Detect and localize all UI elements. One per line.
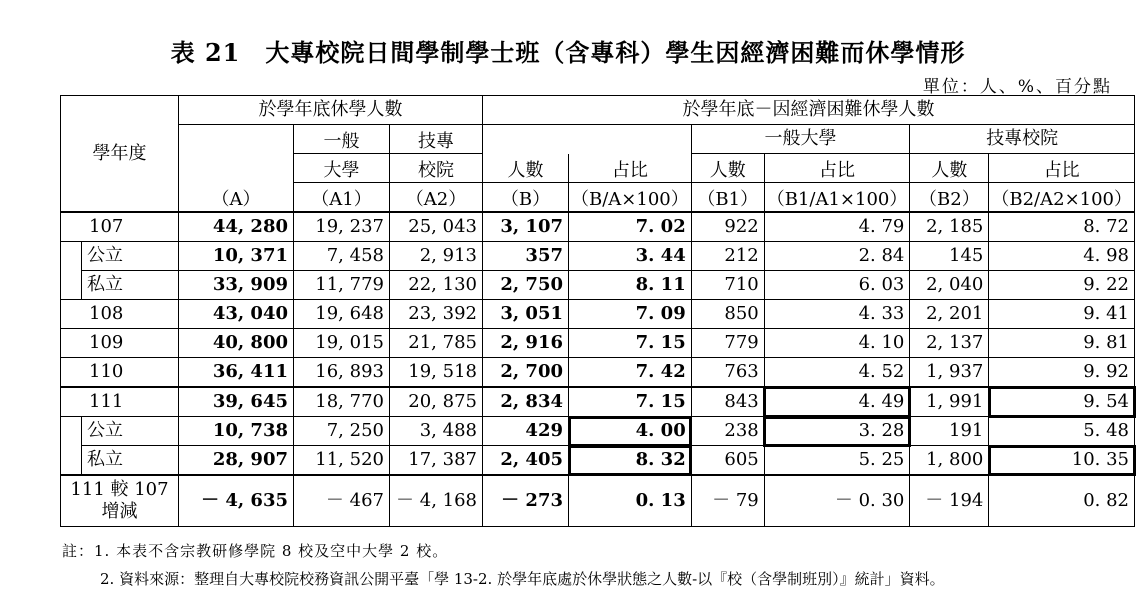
cell-a: 36, 411	[179, 358, 294, 388]
cell-a: 39, 645	[179, 387, 294, 417]
cell-a1: 7, 250	[294, 417, 390, 446]
cell-b: 2, 405	[483, 446, 569, 476]
header-sub-general: 一般大學	[691, 125, 910, 154]
withdrawal-table	[60, 95, 1135, 527]
cell-a1: 11, 779	[294, 271, 390, 300]
cell-a: 40, 800	[179, 329, 294, 358]
cell-b-share: 4. 00	[569, 417, 692, 446]
cell-b: 3, 051	[483, 300, 569, 329]
cell-a: 10, 371	[179, 242, 294, 271]
row-label: 107	[61, 212, 179, 242]
row-label: 私立	[82, 446, 179, 476]
cell-a1: 19, 015	[294, 329, 390, 358]
cell-b2-share: 9. 81	[989, 329, 1135, 358]
cell-b1: 763	[691, 358, 764, 388]
cell-b1: 843	[691, 387, 764, 417]
cell-a2: 22, 130	[390, 271, 483, 300]
header-b1-count: 人數	[691, 154, 764, 183]
header-a-code: （A）	[211, 189, 261, 210]
cell-b-share: 7. 15	[569, 329, 692, 358]
cell-b2-share: 5. 48	[989, 417, 1135, 446]
cell-a2: 17, 387	[390, 446, 483, 476]
header-a2-l2: 校院	[390, 154, 483, 183]
header-a1-l2: 大學	[294, 154, 390, 183]
table-row	[61, 300, 1135, 329]
indent-spacer	[61, 242, 82, 300]
header-b1-share: 占比	[764, 154, 910, 183]
header-a1-l1: 一般	[294, 125, 390, 154]
unit-label: 單位：人、%、百分點	[922, 77, 1112, 97]
cell-b-share: 8. 11	[569, 271, 692, 300]
cell-b2-share: 9. 41	[989, 300, 1135, 329]
cell-a: 28, 907	[179, 446, 294, 476]
row-label: 108	[61, 300, 179, 329]
note-2: 2. 資料來源：整理自大專校院校務資訊公開平臺「學 13-2. 於學年底處於休學狀態之人數-以『校（含學制班別）』統計」資料。	[100, 570, 945, 588]
cell-b1-share: 5. 25	[764, 446, 910, 476]
cell-a: － 4, 635	[179, 475, 294, 527]
cell-b1: 850	[691, 300, 764, 329]
header-b-count: 人數	[483, 154, 569, 183]
cell-a1: 7, 458	[294, 242, 390, 271]
diff-label-line1: 111 較 107	[70, 479, 169, 500]
cell-b-share: 3. 44	[569, 242, 692, 271]
cell-b2: 2, 185	[910, 212, 989, 242]
cell-b2: 1, 991	[910, 387, 989, 417]
cell-b1: 922	[691, 212, 764, 242]
cell-b: 2, 834	[483, 387, 569, 417]
header-a1-code: （A1）	[294, 183, 390, 213]
header-b2-count: 人數	[910, 154, 989, 183]
header-group-end: 於學年底休學人數	[179, 96, 483, 125]
cell-b1-share: － 0. 30	[764, 475, 910, 527]
cell-b2: 2, 040	[910, 271, 989, 300]
header-b-blank	[483, 125, 692, 154]
cell-b1: 238	[691, 417, 764, 446]
cell-a2: 25, 043	[390, 212, 483, 242]
cell-b: 429	[483, 417, 569, 446]
cell-b1-share: 4. 49	[764, 387, 910, 417]
cell-a2: 23, 392	[390, 300, 483, 329]
cell-b: 357	[483, 242, 569, 271]
header-b1-code: （B1）	[691, 183, 764, 213]
cell-b-share: 7. 09	[569, 300, 692, 329]
cell-b2-share: 9. 54	[989, 387, 1135, 417]
header-a2-code: （A2）	[390, 183, 483, 213]
cell-b1-share: 4. 79	[764, 212, 910, 242]
cell-b: 2, 916	[483, 329, 569, 358]
table-row	[61, 446, 1135, 476]
cell-b-share: 0. 13	[569, 475, 692, 527]
cell-b2-share: 4. 98	[989, 242, 1135, 271]
cell-a2: 2, 913	[390, 242, 483, 271]
row-label-diff	[61, 475, 179, 527]
cell-a1: 18, 770	[294, 387, 390, 417]
header-b2-share: 占比	[989, 154, 1135, 183]
table-row-diff	[61, 475, 1135, 527]
table-row	[61, 417, 1135, 446]
cell-b1-share: 4. 52	[764, 358, 910, 388]
header-b-share-code: （B/A×100）	[569, 183, 692, 213]
header-sub-tech: 技專校院	[910, 125, 1135, 154]
cell-a1: 11, 520	[294, 446, 390, 476]
cell-b1: 212	[691, 242, 764, 271]
header-a2-l1: 技專	[390, 125, 483, 154]
cell-b2: 2, 201	[910, 300, 989, 329]
cell-a1: 19, 648	[294, 300, 390, 329]
header-b2-share-code: （B2/A2×100）	[989, 183, 1135, 213]
cell-b1-share: 6. 03	[764, 271, 910, 300]
cell-b-share: 7. 42	[569, 358, 692, 388]
cell-a: 44, 280	[179, 212, 294, 242]
cell-b2: － 194	[910, 475, 989, 527]
cell-a: 33, 909	[179, 271, 294, 300]
table-row	[61, 271, 1135, 300]
header-year: 學年度	[61, 96, 179, 213]
cell-a1: 19, 237	[294, 212, 390, 242]
table-row	[61, 329, 1135, 358]
header-b-code: （B）	[483, 183, 569, 213]
cell-b2-share: 8. 72	[989, 212, 1135, 242]
row-label: 私立	[82, 271, 179, 300]
cell-a: 10, 738	[179, 417, 294, 446]
cell-a2: 19, 518	[390, 358, 483, 388]
cell-b: 2, 700	[483, 358, 569, 388]
table-title: 表 21 大專校院日間學制學士班（含專科）學生因經濟困難而休學情形	[170, 38, 966, 67]
diff-label-line2: 增減	[101, 501, 138, 522]
cell-b2: 2, 137	[910, 329, 989, 358]
cell-a2: 20, 875	[390, 387, 483, 417]
cell-b-share: 8. 32	[569, 446, 692, 476]
cell-b1: 605	[691, 446, 764, 476]
cell-b: 2, 750	[483, 271, 569, 300]
cell-a1: 16, 893	[294, 358, 390, 388]
cell-b1-share: 3. 28	[764, 417, 910, 446]
table-row	[61, 242, 1135, 271]
row-label: 109	[61, 329, 179, 358]
cell-b1: － 79	[691, 475, 764, 527]
row-label: 公立	[82, 242, 179, 271]
cell-b1: 710	[691, 271, 764, 300]
cell-a: 43, 040	[179, 300, 294, 329]
header-b1-share-code: （B1/A1×100）	[764, 183, 910, 213]
cell-b2: 145	[910, 242, 989, 271]
cell-b: － 273	[483, 475, 569, 527]
cell-b2: 191	[910, 417, 989, 446]
header-b-share: 占比	[569, 154, 692, 183]
cell-b-share: 7. 02	[569, 212, 692, 242]
row-label: 111	[61, 387, 179, 417]
cell-a2: 3, 488	[390, 417, 483, 446]
cell-b2: 1, 937	[910, 358, 989, 388]
table-row	[61, 387, 1135, 417]
note-1: 註：1. 本表不含宗教研修學院 8 校及空中大學 2 校。	[62, 542, 449, 560]
row-label: 公立	[82, 417, 179, 446]
cell-b2-share: 0. 82	[989, 475, 1135, 527]
indent-spacer	[61, 417, 82, 476]
table-row	[61, 358, 1135, 388]
cell-b2-share: 9. 22	[989, 271, 1135, 300]
cell-b2-share: 9. 92	[989, 358, 1135, 388]
row-label: 110	[61, 358, 179, 388]
cell-b2: 1, 800	[910, 446, 989, 476]
cell-b1-share: 4. 33	[764, 300, 910, 329]
cell-a1: － 467	[294, 475, 390, 527]
cell-b1-share: 4. 10	[764, 329, 910, 358]
header-a	[179, 125, 294, 213]
cell-a2: 21, 785	[390, 329, 483, 358]
cell-b1: 779	[691, 329, 764, 358]
table-row	[61, 212, 1135, 242]
cell-b-share: 7. 15	[569, 387, 692, 417]
cell-b: 3, 107	[483, 212, 569, 242]
cell-b2-share: 10. 35	[989, 446, 1135, 476]
cell-a2: － 4, 168	[390, 475, 483, 527]
header-b2-code: （B2）	[910, 183, 989, 213]
header-group-econ: 於學年底－因經濟困難休學人數	[483, 96, 1135, 125]
cell-b1-share: 2. 84	[764, 242, 910, 271]
